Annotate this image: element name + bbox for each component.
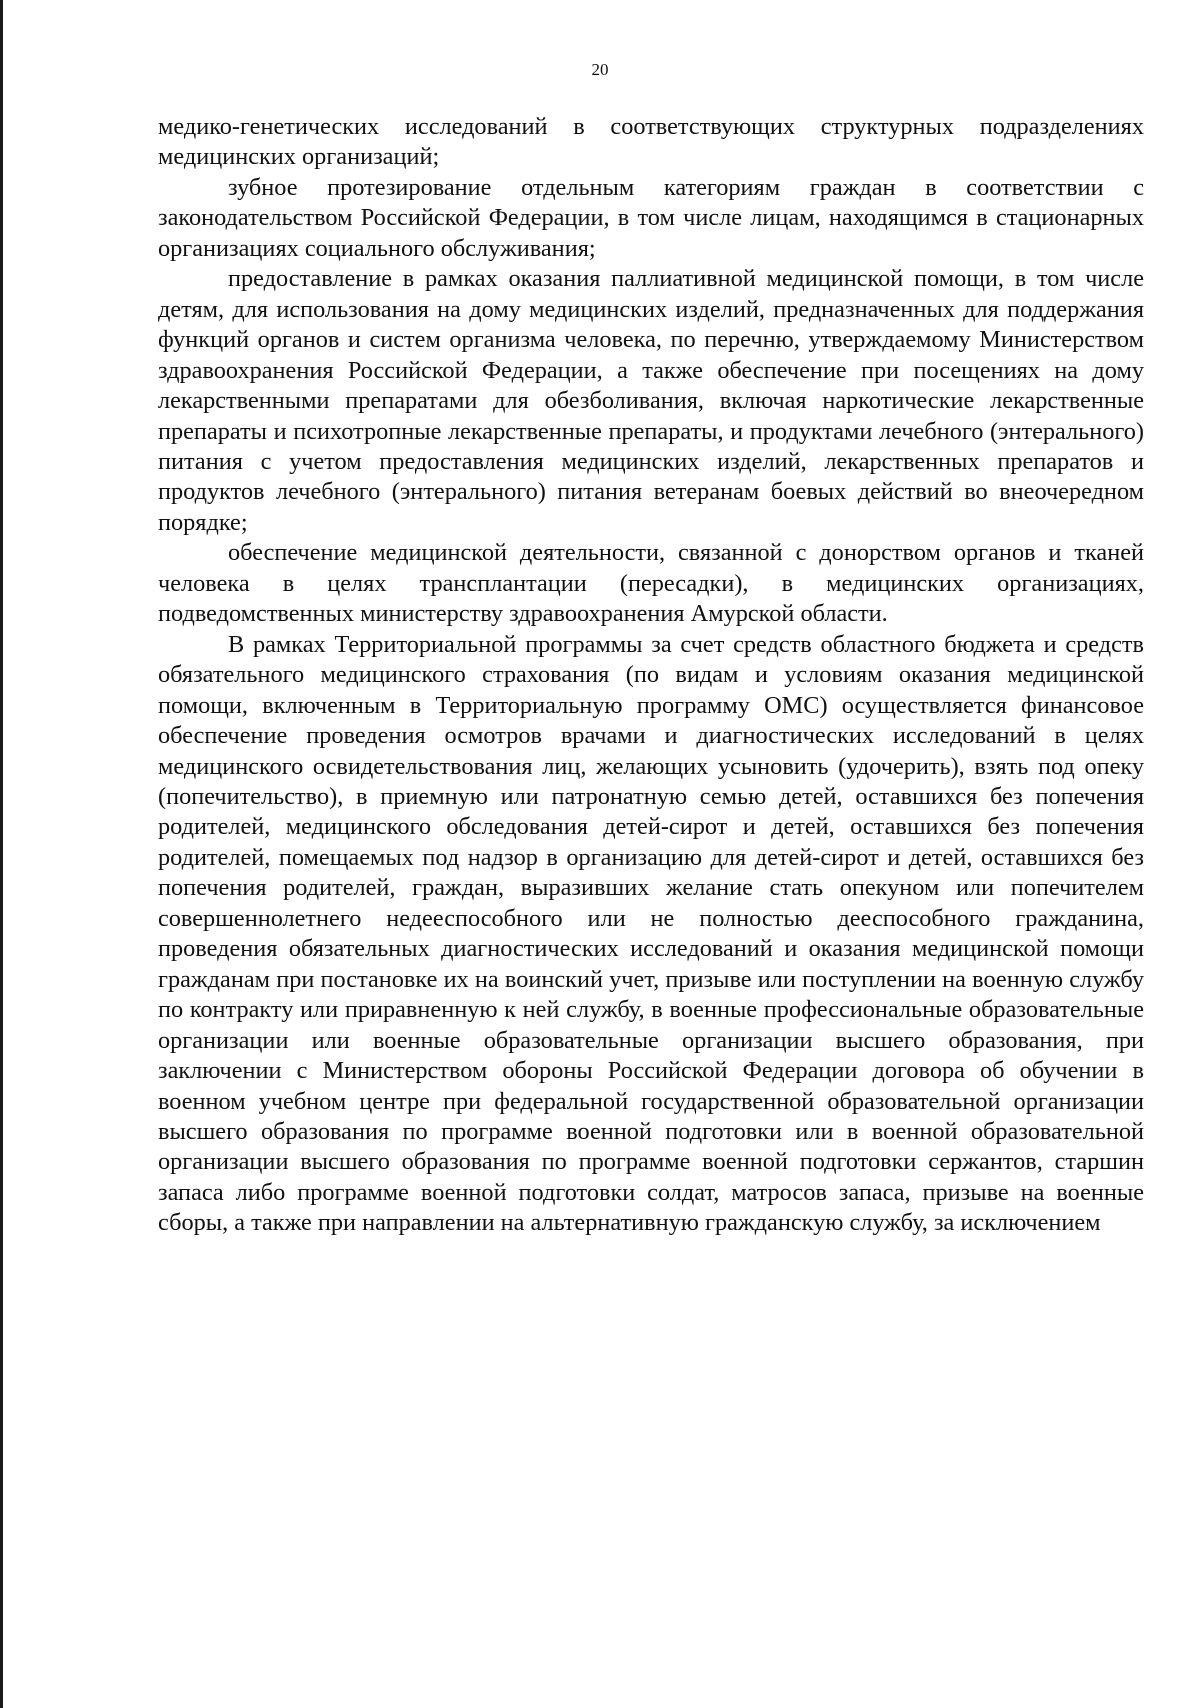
paragraph-5: В рамках Территориальной программы за счет средств областного бюджета и средств обязательного медицинского страхования (по видам и условиям оказания медицинской помощи, включенным в Территориальную программу ОМС) осуществляется финансовое обеспечение проведения осмотров врачами и диагностических исследований в целях медицинского освидетельствования лиц, желающих усыновить (удочерить), взять под опеку (попечительство), в приемную или патронатную семью детей, оставшихся без попечения родителей, медицинского обследования детей-сирот и детей, оставшихся без попечения родителей, помещаемых под надзор в организацию для детей-сирот и детей, оставшихся без попечения родителей, граждан, выразивших желание стать опекуном или попечителем совершеннолетнего недееспособного или не полностью дееспособного гражданина, проведения обязательных диагностических исследований и оказания медицинской помощи гражданам при постановке их на воинский учет, призыве или поступлении на военную службу по контракту или приравненную к ней службу, в военные профессиональные образовательные организации или военные образовательные организации высшего образования, при заключении с Министерством обороны Российской Федерации договора об обучении в военном учебном центре при федеральной государственной образовательной организации высшего образования по программе военной подготовки или в военной образовательной организации высшего образования по программе военной подготовки сержантов, старшин запаса либо программе военной подготовки солдат, матросов запаса, призыве на военные сборы, а также при направлении на альтернативную гражданскую службу, за исключением (158, 630, 1144, 1237)
page-number: 20 (591, 60, 609, 79)
paragraph-2: зубное протезирование отдельным категориям граждан в соответствии с законодательством Российской Федерации, в том числе лицам, находящимся в стационарных организациях социального обслуживания; (158, 173, 1144, 262)
scan-edge-line (0, 0, 3, 1708)
document-body (158, 112, 1144, 1239)
paragraph-3: предоставление в рамках оказания паллиативной медицинской помощи, в том числе детям, для использования на дому медицинских изделий, предназначенных для поддержания функций органов и систем организма человека, по перечню, утверждаемому Министерством здравоохранения Российской Федерации, а также обеспечение при посещениях на дому лекарственными препаратами для обезболивания, включая наркотические лекарственные препараты и психотропные лекарственные препараты, и продуктами лечебного (энтерального) питания с учетом предоставления медицинских изделий, лекарственных препаратов и продуктов лечебного (энтерального) питания ветеранам боевых действий во внеочередном порядке; (158, 265, 1144, 536)
paragraph-4: обеспечение медицинской деятельности, связанной с донорством органов и тканей человека в целях трансплантации (пересадки), в медицинских организациях, подведомственных министерству здравоохранения Амурской области. (158, 539, 1144, 628)
paragraph-1: медико-генетических исследований в соответствующих структурных подразделениях медицинских организаций; (158, 113, 1144, 171)
